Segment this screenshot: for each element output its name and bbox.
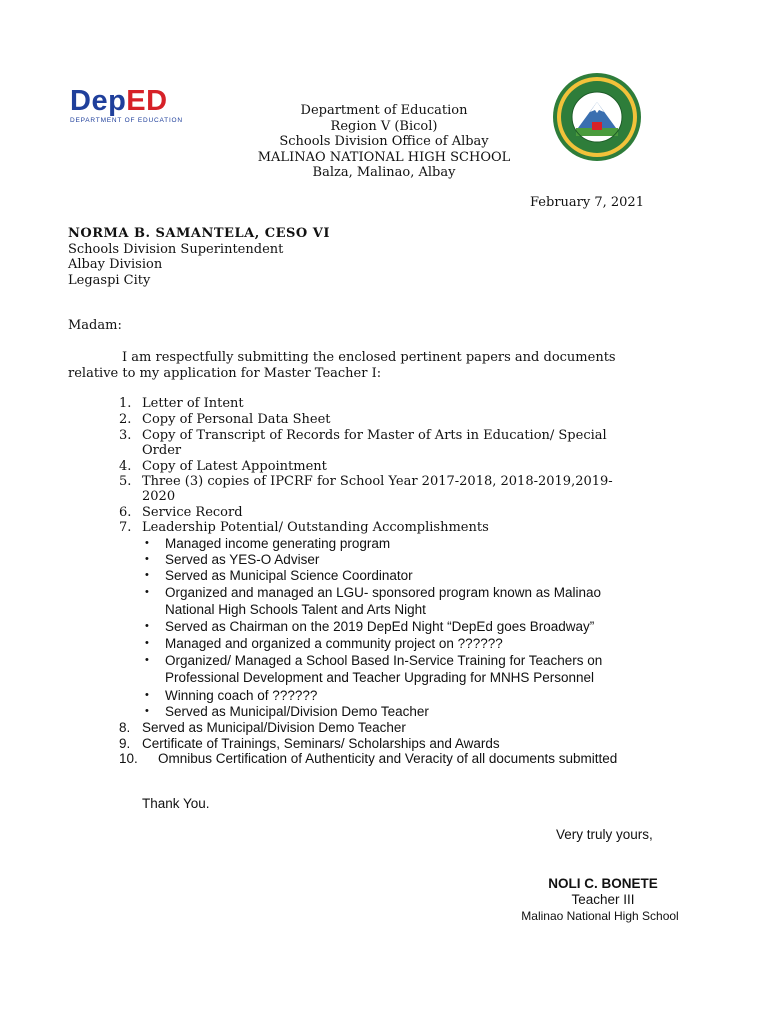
accomplishment-text: Served as Municipal Science Coordinator [165, 568, 413, 583]
letterhead-region: Region V (Bicol) [330, 118, 438, 134]
list-item-text: Service Record [142, 505, 243, 520]
list-item-number: 7. [119, 520, 132, 535]
addressee-division: Albay Division [68, 257, 163, 272]
complimentary-close: Very truly yours, [556, 827, 653, 842]
letterhead-division-office: Schools Division Office of Albay [279, 134, 489, 149]
accomplishment-text: Winning coach of ?????? [165, 688, 318, 703]
accomplishment-text: Professional Development and Teacher Upgrading for MNHS Personnel [165, 670, 594, 685]
list-item-number: 2. [119, 412, 132, 427]
signatory-school: Malinao National High School [521, 909, 679, 923]
accomplishment-text: Served as Municipal/Division Demo Teacher [165, 704, 429, 719]
intro-paragraph [68, 350, 688, 381]
addressee-city: Legaspi City [68, 272, 151, 288]
list-item-number: 10. [119, 751, 138, 766]
bullet-icon: • [145, 569, 149, 581]
bullet-icon: • [145, 705, 149, 717]
bullet-icon: • [145, 586, 149, 598]
addressee-block [68, 226, 330, 288]
signatory-name: NOLI C. BONETE [548, 876, 658, 891]
letterhead-address: Balza, Malinao, Albay [312, 165, 456, 180]
list-item-number: 5. [119, 474, 132, 489]
list-item-text: Omnibus Certification of Authenticity and Veracity of all documents submitted [158, 751, 618, 766]
list-item-text: Order [142, 443, 182, 458]
list-item-number: 9. [119, 736, 131, 751]
bullet-icon: • [145, 620, 149, 632]
accomplishment-text: Managed and organized a community project on ?????? [165, 636, 503, 651]
intro-line: relative to my application for Master Teacher I: [68, 365, 382, 381]
deped-logo [70, 86, 210, 126]
addressee-name: NORMA B. SAMANTELA, CESO VI [68, 226, 330, 241]
signatory-position: Teacher III [571, 892, 635, 907]
deped-division-seal-icon [552, 72, 642, 162]
accomplishment-text: Served as YES-O Adviser [165, 552, 320, 567]
deped-logo-wordmark: DepED [70, 85, 168, 117]
accomplishment-text: Organized and managed an LGU- sponsored program known as Malinao [165, 585, 602, 600]
letterhead-school: MALINAO NATIONAL HIGH SCHOOL [257, 149, 511, 165]
accomplishment-text: National High Schools Talent and Arts Night [165, 602, 426, 617]
bullet-icon: • [145, 689, 149, 701]
letter-date: February 7, 2021 [530, 195, 644, 210]
salutation: Madam: [68, 318, 122, 333]
accomplishment-text: Managed income generating program [165, 536, 391, 551]
list-item-number: 6. [119, 505, 132, 520]
bullet-icon: • [145, 637, 149, 649]
bullet-icon: • [145, 553, 149, 565]
list-item-text: Three (3) copies of IPCRF for School Year 2017-2018, 2018-2019,2019- [142, 474, 613, 489]
accomplishment-text: Served as Chairman on the 2019 DepEd Night “DepEd goes Broadway” [165, 619, 595, 634]
letterhead-department: Department of Education [300, 103, 468, 118]
list-item-number: 1. [119, 396, 132, 411]
intro-line: I am respectfully submitting the enclosed pertinent papers and documents [122, 350, 616, 365]
list-item-text: Copy of Transcript of Records for Master of Arts in Education/ Special [142, 428, 607, 443]
list-item-text: Served as Municipal/Division Demo Teacher [142, 720, 406, 735]
bullet-icon: • [145, 654, 149, 666]
list-item-text: Copy of Personal Data Sheet [142, 412, 331, 427]
bullet-icon: • [145, 537, 149, 549]
addressee-title: Schools Division Superintendent [68, 241, 284, 257]
thank-you: Thank You. [142, 796, 210, 811]
letterhead [224, 103, 544, 181]
list-item-text: Leadership Potential/ Outstanding Accomplishments [142, 520, 489, 535]
list-item-number: 4. [119, 459, 132, 474]
list-item-number: 3. [119, 428, 132, 443]
list-item-number: 8. [119, 720, 131, 735]
accomplishment-text: Organized/ Managed a School Based In-Service Training for Teachers on [165, 653, 603, 668]
list-item-text: 2020 [142, 489, 176, 504]
list-item-text: Copy of Latest Appointment [142, 459, 327, 474]
list-item-text: Letter of Intent [142, 396, 244, 411]
deped-logo-tagline: DEPARTMENT OF EDUCATION [70, 117, 183, 124]
list-item-text: Certificate of Trainings, Seminars/ Scholarships and Awards [142, 736, 500, 751]
